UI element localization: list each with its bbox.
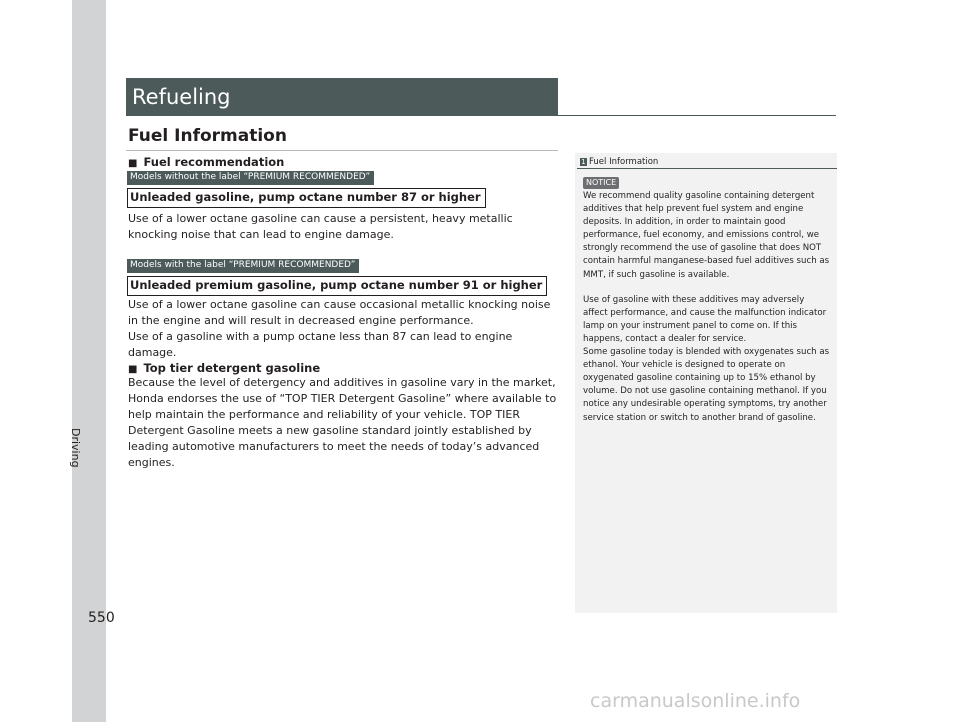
top-tier-title: Top tier detergent gasoline	[143, 361, 321, 375]
notice-badge: NOTICE	[583, 177, 619, 189]
section-title: Refueling	[132, 85, 231, 109]
sidebar-para-1: We recommend quality gasoline containing detergent additives that help prevent fuel system and engine deposits. In addition, in order to maintain good performance, fuel economy, and emissions control, we strongly recommend the use of gasoline that does NOT contain harmful manganese-based fuel additives such as MMT, if such gasoline is available.	[583, 191, 830, 280]
heading-divider	[126, 150, 558, 151]
sidebar-title: Fuel Information	[589, 157, 659, 167]
spec-box-premium: Unleaded premium gasoline, pump octane number 91 or higher	[127, 276, 547, 296]
page-heading: Fuel Information	[128, 126, 287, 146]
sidebar-para-3: Some gasoline today is blended with oxygenates such as ethanol. Your vehicle is designed to operate on oxygenated gasoline containing up to 15% ethanol by volume. Do not use gasoline containing methanol. If you notice any undesirable operating symptoms, try another service station or switch to another brand of gasoline.	[583, 347, 830, 423]
spec-box-regular: Unleaded gasoline, pump octane number 87 or higher	[127, 188, 486, 208]
regular-octane-warning: Use of a lower octane gasoline can cause a persistent, heavy metallic knocking noise that can lead to engine damage.	[128, 212, 513, 241]
bullet-square: ■	[128, 364, 138, 375]
sidebar-body	[583, 190, 831, 425]
sidebar-para-2: Use of gasoline with these additives may adversely affect performance, and cause the malfunction indicator lamp on your instrument panel to come on. If this happens, contact a dealer for service.	[583, 294, 827, 344]
top-tier-heading	[128, 361, 320, 375]
title-divider	[126, 115, 836, 116]
premium-warning-text-2: Use of a gasoline with a pump octane less than 87 can lead to engine damage.	[128, 330, 513, 359]
sidebar-header	[580, 157, 658, 167]
premium-warning-text-1: Use of a lower octane gasoline can cause occasional metallic knocking noise in the engine and will result in decreased engine performance.	[128, 298, 551, 327]
page-number: 550	[88, 610, 115, 626]
model-tag-standard: Models without the label “PREMIUM RECOMMENDED”	[127, 171, 374, 185]
chapter-label: Driving	[69, 428, 82, 468]
premium-octane-warning	[128, 297, 558, 361]
top-tier-paragraph: Because the level of detergency and additives in gasoline vary in the market, Honda endorses the use of “TOP TIER Detergent Gasoline” where available to help maintain the performance and reliability of your vehicle. TOP TIER Detergent Gasoline meets a new gasoline standard jointly established by leading automotive manufacturers to meet the needs of today’s advanced engines.	[128, 376, 557, 469]
watermark: carmanualsonline.info	[590, 690, 801, 712]
sidebar-divider	[577, 168, 837, 169]
model-tag-premium: Models with the label “PREMIUM RECOMMENDED”	[127, 259, 359, 273]
fuel-recommendation-heading	[128, 155, 284, 169]
bullet-square: ■	[128, 158, 138, 169]
reference-number-icon: 1	[581, 158, 586, 166]
fuel-recommendation-title: Fuel recommendation	[143, 155, 285, 169]
